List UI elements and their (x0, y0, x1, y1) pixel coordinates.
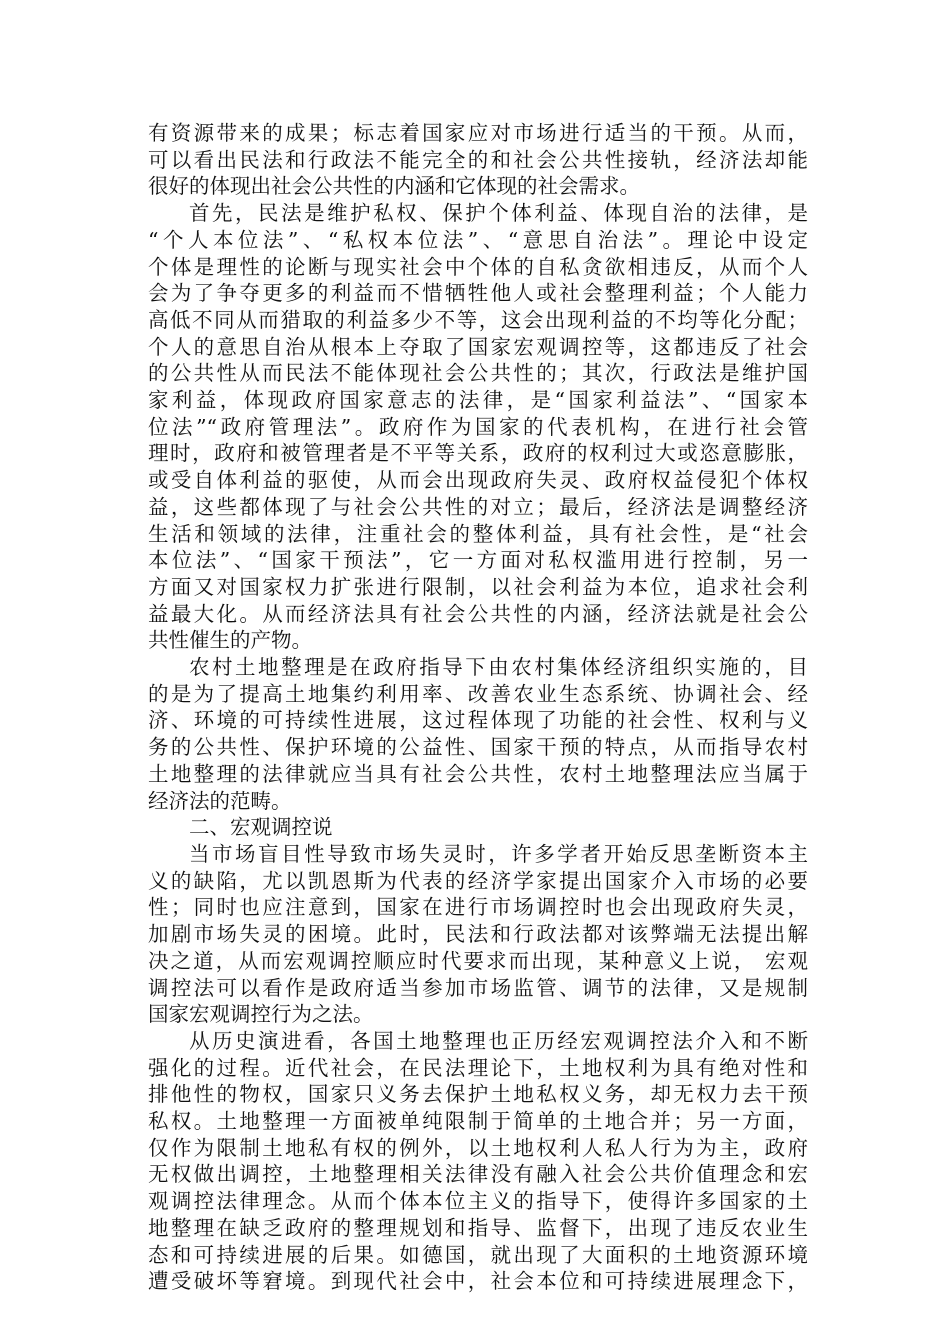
text-line: 会为了争夺更多的利益而不惜牺牲他人或社会整理利益；个人能力 (148, 281, 808, 306)
text-line: 高低不同从而猎取的利益多少不等，这会出现利益的不均等化分配； (148, 307, 808, 332)
paragraph (148, 1028, 808, 1295)
text-line: 共性催生的产物。 (148, 628, 312, 653)
text-line: 无权做出调控，土地整理相关法律没有融入社会公共价值理念和宏 (148, 1162, 808, 1187)
text-line: 可以看出民法和行政法不能完全的和社会公共性接轨，经济法却能 (148, 147, 808, 172)
text-line: 仅作为限制土地私有权的例外，以土地权利人私人行为为主，政府 (148, 1135, 808, 1160)
text-line: 农村土地整理是在政府指导下由农村集体经济组织实施的，目 (189, 655, 808, 680)
text-line: 观调控法律理念。从而个体本位主义的指导下，使得许多国家的土 (148, 1189, 808, 1214)
paragraph (148, 200, 808, 654)
text-line: 从历史演进看，各国土地整理也正历经宏观调控法介入和不断 (189, 1028, 808, 1053)
paragraph (148, 120, 808, 200)
text-line: 本位法”、“国家干预法”，它一方面对私权滥用进行控制，另一 (148, 548, 808, 573)
text-line: 有资源带来的成果；标志着国家应对市场进行适当的干预。从而， (148, 121, 808, 145)
section-heading (148, 814, 808, 841)
text-line: 益最大化。从而经济法具有社会公共性的内涵，经济法就是社会公 (148, 601, 808, 626)
text-line: 的公共性从而民法不能体现社会公共性的；其次，行政法是维护国 (148, 361, 808, 386)
text-line: 个体是理性的论断与现实社会中个体的自私贪欲相违反，从而个人 (148, 254, 808, 279)
text-line: 理时，政府和被管理者是不平等关系，政府的权利过大或恣意膨胀， (148, 441, 808, 466)
paragraph (148, 841, 808, 1028)
heading-text: 二、宏观调控说 (189, 815, 333, 840)
text-line: 土地整理的法律就应当具有社会公共性，农村土地整理法应当属于 (148, 761, 808, 786)
text-line: 排他性的物权，国家只义务去保护土地私权义务，却无权力去干预 (148, 1082, 808, 1107)
text-line: 济、环境的可持续性进展，这过程体现了功能的社会性、权利与义 (148, 708, 808, 733)
text-line: 私权。土地整理一方面被单纯限制于简单的土地合并；另一方面， (148, 1109, 808, 1134)
text-line: 务的公共性、保护环境的公益性、国家干预的特点，从而指导农村 (148, 735, 808, 760)
text-line: 生活和领域的法律，注重社会的整体利益，具有社会性，是“社会 (148, 521, 808, 546)
body-text (148, 120, 808, 1295)
text-line: 益，这些都体现了与社会公共性的对立；最后，经济法是调整经济 (148, 494, 808, 519)
text-line: 的是为了提高土地集约利用率、改善农业生态系统、协调社会、经 (148, 681, 808, 706)
text-line: 决之道，从而宏观调控顺应时代要求而出现，某种意义上说， 宏观 (148, 948, 808, 973)
text-line: 首先，民法是维护私权、保护个体利益、体现自治的法律，是 (189, 201, 808, 226)
text-line: 地整理在缺乏政府的整理规划和指导、监督下，出现了违反农业生 (148, 1215, 808, 1240)
text-line: 位法”“政府管理法”。政府作为国家的代表机构，在进行社会管 (148, 414, 808, 439)
text-line: 家利益，体现政府国家意志的法律，是“国家利益法”、“国家本 (148, 388, 808, 413)
text-line: 态和可持续进展的后果。如德国，就出现了大面积的土地资源环境 (148, 1242, 808, 1267)
text-line: 遭受破坏等窘境。到现代社会中，社会本位和可持续进展理念下， (148, 1269, 808, 1294)
text-line: 很好的体现出社会公共性的内涵和它体现的社会需求。 (148, 174, 640, 199)
text-line: 调控法可以看作是政府适当参加市场监管、调节的法律，又是规制 (148, 975, 808, 1000)
paragraph (148, 654, 808, 814)
text-line: “个人本位法”、“私权本位法”、“意思自治法”。理论中设定 (148, 227, 808, 252)
text-line: 义的缺陷，尤以凯恩斯为代表的经济学家提出国家介入市场的必要 (148, 868, 808, 893)
text-line: 强化的过程。近代社会，在民法理论下，土地权利为具有绝对性和 (148, 1055, 808, 1080)
text-line: 国家宏观调控行为之法。 (148, 1002, 374, 1027)
text-line: 或受自体利益的驱使，从而会出现政府失灵、政府权益侵犯个体权 (148, 468, 808, 493)
text-line: 个人的意思自治从根本上夺取了国家宏观调控等，这都违反了社会 (148, 334, 808, 359)
text-line: 经济法的范畴。 (148, 788, 292, 813)
text-line: 性；同时也应注意到，国家在进行市场调控时也会出现政府失灵， (148, 895, 808, 920)
text-line: 加剧市场失灵的困境。此时，民法和行政法都对该弊端无法提出解 (148, 922, 808, 947)
text-line: 方面又对国家权力扩张进行限制，以社会利益为本位，追求社会利 (148, 574, 808, 599)
text-line: 当市场盲目性导致市场失灵时，许多学者开始反思垄断资本主 (189, 841, 808, 866)
